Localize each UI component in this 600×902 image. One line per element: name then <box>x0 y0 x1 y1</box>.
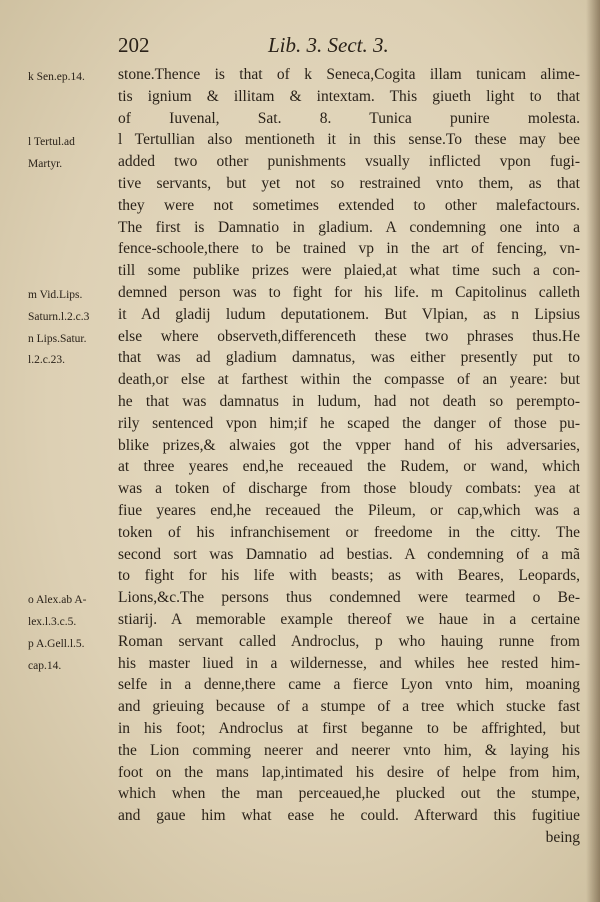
text-line: l Tertullian also mentioneth it in this sense.To these may bee <box>118 131 580 149</box>
margin-note <box>28 329 86 373</box>
text-line: till some publike prizes were plaied,at what time such a con- <box>118 262 580 280</box>
text-line: foot on the mans lap,intimated his desire of helpe from him, <box>118 763 580 781</box>
text-line: tive servants, but yet not so restrained vnto them, as that <box>118 174 580 192</box>
text-line: token of his infranchisement or freedome in the citty. The <box>118 523 580 541</box>
margin-note <box>28 285 82 307</box>
text-line: the Lion comming neerer and neerer vnto him, & laying his <box>118 741 580 759</box>
text-line: they were not sometimes extended to other malefactours. <box>118 196 580 214</box>
margin-note-line: p A.Gell.l.5. <box>28 637 85 650</box>
margin-note-line: o Alex.ab A- <box>28 594 87 607</box>
text-line: of Iuvenal, Sat. 8. Tunica punire molesta. <box>118 109 580 127</box>
text-line: else where observeth,differenceth these two phrases thus.He <box>118 327 580 345</box>
margin-note-line: n Lips.Satur. <box>28 332 87 345</box>
text-line: he that was damnatus in ludum, had not death so perempto- <box>118 392 580 410</box>
text-line: Lions,&c.The persons thus condemned were tearmed o Be- <box>118 589 580 607</box>
text-line: at three yeares end,he receaued the Rudem, or wand, which <box>118 458 580 476</box>
text-line: stiarij. A memorable example thereof we haue in a certaine <box>118 610 580 628</box>
body-text <box>118 64 580 849</box>
text-line: Roman servant called Androclus, p who hauing runne from <box>118 632 580 650</box>
running-title: Lib. 3. Sect. 3. <box>268 33 389 57</box>
text-line: and grieuing because of a stumpe of a tree which stucke fast <box>118 698 580 716</box>
text-line: in his foot; Androclus at first beganne to be affrighted, but <box>118 719 580 737</box>
margin-note <box>28 634 85 678</box>
text-line: added two other punishments vsually inflicted vpon fugi- <box>118 153 580 171</box>
text-line: rily sentenced vpon him;if he scaped the danger of those pu- <box>118 414 580 432</box>
text-line: The first is Damnatio in gladium. A condemning one into a <box>118 218 580 236</box>
page-gutter-shadow <box>586 0 600 902</box>
margin-note <box>28 307 89 329</box>
text-line: second sort was Damnatio ad bestias. A condemning of a mã <box>118 545 580 563</box>
margin-note-line: cap.14. <box>28 659 62 672</box>
margin-note <box>28 67 85 89</box>
text-line: to fight for his life with beasts; as with Beares, Leopards, <box>118 567 580 585</box>
text-line: demned person was to fight for his life. m Capitolinus calleth <box>118 283 580 301</box>
text-line: that was ad gladium damnatus, was either presently put to <box>118 349 580 367</box>
margin-note-line: Saturn.l.2.c.3 <box>28 310 90 323</box>
running-header <box>118 32 438 58</box>
text-line: fiue yeares end,he receaued the Pileum, or cap,which was a <box>118 501 580 519</box>
text-line: which when the man perceaued,he plucked out the stumpe, <box>118 785 580 803</box>
page-number: 202 <box>118 33 150 57</box>
text-line: selfe in a denne,there came a fierce Lyon vnto him, moaning <box>118 676 580 694</box>
margin-note-line: Martyr. <box>28 158 63 171</box>
margin-note-line: lex.l.3.c.5. <box>28 615 77 628</box>
margin-note <box>28 590 86 634</box>
text-line: death,or else at farthest within the compasse of an yeare: but <box>118 371 580 389</box>
text-line: fence-schoole,there to be trained vp in the art of fencing, vn- <box>118 240 580 258</box>
text-line: was a token of discharge from those bloudy combats: yea at <box>118 480 580 498</box>
text-line: stone.Thence is that of k Seneca,Cogita illam tunicam alime- <box>118 66 580 83</box>
text-line: blike prizes,& alwaies got the vpper hand of his adversaries, <box>118 436 580 454</box>
text-line: it Ad gladij ludum deputationem. But Vlpian, as n Lipsius <box>118 305 580 323</box>
margin-note <box>28 132 75 176</box>
text-line: being <box>545 828 580 846</box>
margin-note-line: k Sen.ep.14. <box>28 71 85 83</box>
text-line: his master liued in a wildernesse, and whiles hee rested him- <box>118 654 580 672</box>
text-line: and gaue him what ease he could. Afterward this fugitiue <box>118 807 580 825</box>
margin-note-line: l Tertul.ad <box>28 136 75 149</box>
margin-note-line: l.2.c.23. <box>28 354 66 367</box>
text-line: tis ignium & illitam & intextam. This giueth light to that <box>118 87 580 105</box>
margin-note-line: m Vid.Lips. <box>28 289 83 301</box>
